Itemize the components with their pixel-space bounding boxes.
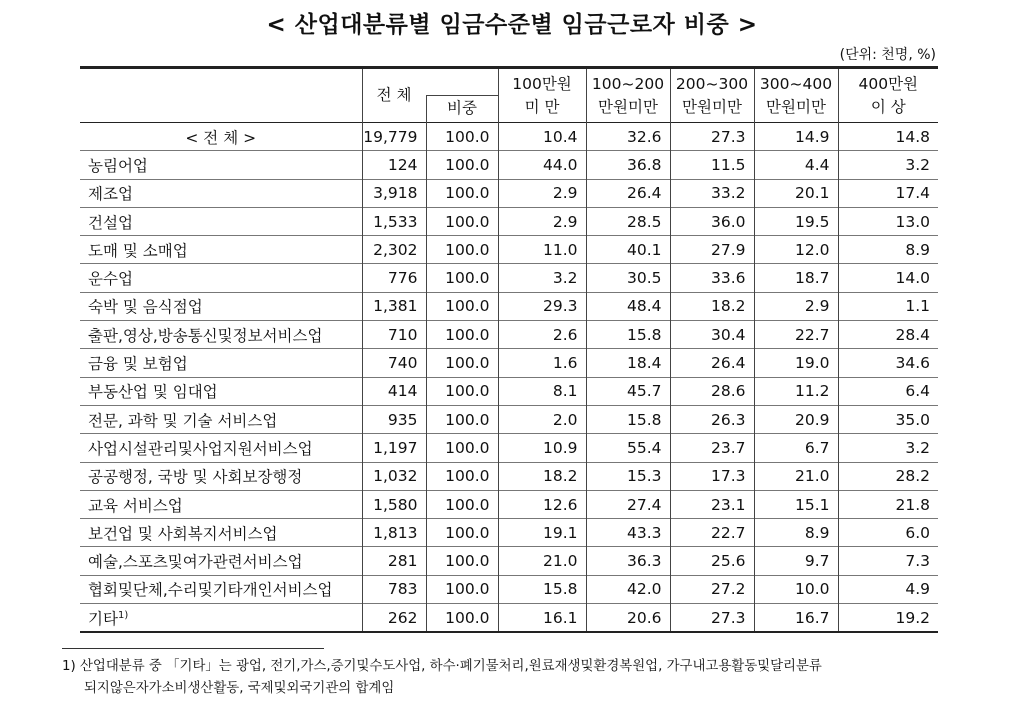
table-row	[80, 207, 938, 235]
cell-c3: 27.3	[670, 604, 754, 633]
cell-c4: 10.0	[754, 575, 838, 603]
cell-c2: 42.0	[586, 575, 670, 603]
cell-c3: 23.7	[670, 434, 754, 462]
header-c2-top: 100~200	[591, 74, 665, 93]
cell-c1: 8.1	[498, 377, 586, 405]
cell-c4: 15.1	[754, 490, 838, 518]
cell-share: 100.0	[426, 604, 498, 633]
cell-c4: 16.7	[754, 604, 838, 633]
table-row	[80, 236, 938, 264]
cell-share: 100.0	[426, 264, 498, 292]
table-row	[80, 462, 938, 490]
cell-share: 100.0	[426, 575, 498, 603]
cell-c2: 15.3	[586, 462, 670, 490]
cell-c1: 15.8	[498, 575, 586, 603]
cell-c3: 22.7	[670, 519, 754, 547]
cell-c2: 40.1	[586, 236, 670, 264]
cell-c5: 14.8	[838, 123, 938, 151]
row-label-text: 농림어업	[88, 156, 148, 175]
row-label	[80, 462, 362, 490]
header-c3-top: 200~300	[675, 74, 749, 93]
table-row	[80, 349, 938, 377]
cell-c5: 35.0	[838, 405, 938, 433]
cell-c5: 8.9	[838, 236, 938, 264]
cell-c1: 10.4	[498, 123, 586, 151]
cell-c5: 34.6	[838, 349, 938, 377]
cell-c3: 27.3	[670, 123, 754, 151]
table-row	[80, 405, 938, 433]
cell-share: 100.0	[426, 490, 498, 518]
cell-share: 100.0	[426, 547, 498, 575]
cell-c4: 2.9	[754, 292, 838, 320]
cell-share: 100.0	[426, 462, 498, 490]
header-c5-bottom: 이 상	[870, 97, 906, 116]
cell-share: 100.0	[426, 292, 498, 320]
cell-total: 124	[362, 151, 426, 179]
row-label-text: 출판,영상,방송통신및정보서비스업	[88, 326, 323, 345]
cell-c5: 19.2	[838, 604, 938, 633]
row-label	[80, 349, 362, 377]
cell-c5: 6.4	[838, 377, 938, 405]
row-label	[80, 236, 362, 264]
cell-c5: 3.2	[838, 434, 938, 462]
table-row	[80, 604, 938, 633]
row-label	[80, 321, 362, 349]
cell-c5: 3.2	[838, 151, 938, 179]
cell-c2: 36.3	[586, 547, 670, 575]
cell-c4: 18.7	[754, 264, 838, 292]
row-label	[80, 151, 362, 179]
cell-c4: 4.4	[754, 151, 838, 179]
table-row	[80, 151, 938, 179]
cell-share: 100.0	[426, 377, 498, 405]
row-label	[80, 434, 362, 462]
row-label	[80, 547, 362, 575]
cell-c2: 43.3	[586, 519, 670, 547]
row-label	[80, 264, 362, 292]
cell-c1: 2.6	[498, 321, 586, 349]
cell-c3: 26.4	[670, 349, 754, 377]
row-label	[80, 123, 362, 151]
row-label	[80, 292, 362, 320]
cell-c5: 28.4	[838, 321, 938, 349]
cell-c1: 2.0	[498, 405, 586, 433]
table-row	[80, 123, 938, 151]
cell-c5: 7.3	[838, 547, 938, 575]
cell-c3: 27.2	[670, 575, 754, 603]
cell-c3: 26.3	[670, 405, 754, 433]
cell-total: 1,580	[362, 490, 426, 518]
cell-total: 1,533	[362, 207, 426, 235]
cell-total: 281	[362, 547, 426, 575]
table-row	[80, 547, 938, 575]
cell-c1: 44.0	[498, 151, 586, 179]
cell-total: 776	[362, 264, 426, 292]
footnote-line-1: 1) 산업대분류 중 「기타」는 광업, 전기,가스,증기및수도사업, 하수·폐기물처리,원료재생및환경복원업, 가구내고용활동및달리분류	[62, 659, 822, 674]
row-label-text: 제조업	[88, 185, 133, 204]
header-share: 비중	[447, 99, 477, 117]
cell-c2: 15.8	[586, 405, 670, 433]
cell-total: 1,381	[362, 292, 426, 320]
cell-c3: 30.4	[670, 321, 754, 349]
cell-c5: 17.4	[838, 179, 938, 207]
cell-c4: 19.0	[754, 349, 838, 377]
cell-c1: 11.0	[498, 236, 586, 264]
cell-share: 100.0	[426, 405, 498, 433]
cell-c2: 20.6	[586, 604, 670, 633]
cell-c2: 36.8	[586, 151, 670, 179]
table-row	[80, 292, 938, 320]
cell-total: 19,779	[362, 123, 426, 151]
cell-c4: 14.9	[754, 123, 838, 151]
cell-c4: 20.1	[754, 179, 838, 207]
row-label-text: 사업시설관리및사업지원서비스업	[88, 439, 313, 458]
header-blank	[80, 69, 362, 96]
cell-share: 100.0	[426, 123, 498, 151]
cell-c2: 26.4	[586, 179, 670, 207]
header-total: 전 체	[376, 86, 412, 104]
cell-c3: 17.3	[670, 462, 754, 490]
footnote-divider	[62, 648, 324, 649]
table-row	[80, 434, 938, 462]
header-c3-bottom: 만원미만	[682, 97, 742, 116]
cell-c2: 30.5	[586, 264, 670, 292]
cell-share: 100.0	[426, 236, 498, 264]
cell-c3: 18.2	[670, 292, 754, 320]
cell-c1: 18.2	[498, 462, 586, 490]
cell-c4: 8.9	[754, 519, 838, 547]
row-label-text: 보건업 및 사회복지서비스업	[88, 524, 278, 543]
cell-c1: 29.3	[498, 292, 586, 320]
page-title: < 산업대분류별 임금수준별 임금근로자 비중 >	[266, 12, 758, 38]
table-row	[80, 321, 938, 349]
row-label	[80, 377, 362, 405]
row-label	[80, 604, 362, 633]
cell-c1: 10.9	[498, 434, 586, 462]
cell-total: 1,197	[362, 434, 426, 462]
cell-c5: 13.0	[838, 207, 938, 235]
cell-c5: 6.0	[838, 519, 938, 547]
cell-c5: 21.8	[838, 490, 938, 518]
cell-c4: 11.2	[754, 377, 838, 405]
cell-c1: 3.2	[498, 264, 586, 292]
cell-total: 262	[362, 604, 426, 633]
cell-total: 783	[362, 575, 426, 603]
cell-c3: 33.6	[670, 264, 754, 292]
unit-label: (단위: 천명, %)	[839, 47, 936, 63]
cell-c2: 15.8	[586, 321, 670, 349]
cell-c4: 21.0	[754, 462, 838, 490]
row-label-text: 전문, 과학 및 기술 서비스업	[88, 411, 278, 430]
cell-c3: 36.0	[670, 207, 754, 235]
row-label-text: 교육 서비스업	[88, 496, 183, 515]
cell-c1: 1.6	[498, 349, 586, 377]
table-row	[80, 490, 938, 518]
table-row	[80, 377, 938, 405]
row-label	[80, 519, 362, 547]
cell-c4: 19.5	[754, 207, 838, 235]
header-c1-top: 100만원	[512, 74, 572, 93]
row-label-text: 운수업	[88, 270, 133, 289]
cell-share: 100.0	[426, 349, 498, 377]
cell-c1: 2.9	[498, 207, 586, 235]
cell-share: 100.0	[426, 519, 498, 547]
cell-c5: 28.2	[838, 462, 938, 490]
cell-total: 414	[362, 377, 426, 405]
cell-c3: 11.5	[670, 151, 754, 179]
row-label-text: 예술,스포츠및여가관련서비스업	[88, 553, 303, 572]
cell-total: 710	[362, 321, 426, 349]
cell-c3: 25.6	[670, 547, 754, 575]
cell-c2: 55.4	[586, 434, 670, 462]
row-label-text: 협회및단체,수리및기타개인서비스업	[88, 581, 333, 600]
row-label-text: 공공행정, 국방 및 사회보장행정	[88, 468, 303, 487]
cell-share: 100.0	[426, 179, 498, 207]
row-label-text: 부동산업 및 임대업	[88, 383, 218, 402]
header-c2-bottom: 만원미만	[598, 97, 658, 116]
cell-c3: 27.9	[670, 236, 754, 264]
cell-c1: 19.1	[498, 519, 586, 547]
table-row	[80, 264, 938, 292]
cell-c2: 32.6	[586, 123, 670, 151]
row-label-text: < 전 체 >	[185, 128, 257, 147]
cell-c4: 12.0	[754, 236, 838, 264]
table-row	[80, 575, 938, 603]
row-label-text: 도매 및 소매업	[88, 241, 188, 260]
footnote-marker: 1)	[117, 609, 129, 621]
row-label	[80, 575, 362, 603]
row-label-text: 금융 및 보험업	[88, 355, 188, 374]
cell-c2: 27.4	[586, 490, 670, 518]
cell-c1: 12.6	[498, 490, 586, 518]
cell-c1: 21.0	[498, 547, 586, 575]
footnote	[62, 656, 962, 700]
row-label-text: 숙박 및 음식점업	[88, 298, 203, 317]
cell-c4: 9.7	[754, 547, 838, 575]
row-label-text: 건설업	[88, 213, 133, 232]
table-row	[80, 179, 938, 207]
cell-share: 100.0	[426, 151, 498, 179]
table-row	[80, 519, 938, 547]
wage-table	[80, 66, 938, 633]
header-c4-bottom: 만원미만	[766, 97, 826, 116]
cell-total: 1,813	[362, 519, 426, 547]
cell-c2: 18.4	[586, 349, 670, 377]
cell-total: 2,302	[362, 236, 426, 264]
cell-c2: 28.5	[586, 207, 670, 235]
header-c1-bottom: 미 만	[524, 97, 560, 116]
cell-c5: 14.0	[838, 264, 938, 292]
cell-share: 100.0	[426, 321, 498, 349]
cell-c4: 6.7	[754, 434, 838, 462]
cell-c1: 2.9	[498, 179, 586, 207]
cell-c2: 48.4	[586, 292, 670, 320]
cell-c3: 23.1	[670, 490, 754, 518]
cell-c4: 20.9	[754, 405, 838, 433]
header-c5-top: 400만원	[858, 74, 919, 93]
cell-c3: 28.6	[670, 377, 754, 405]
row-label	[80, 207, 362, 235]
cell-total: 740	[362, 349, 426, 377]
row-label	[80, 179, 362, 207]
cell-c2: 45.7	[586, 377, 670, 405]
cell-c3: 33.2	[670, 179, 754, 207]
header-c4-top: 300~400	[759, 74, 833, 93]
row-label-text: 기타	[88, 609, 118, 628]
cell-total: 935	[362, 405, 426, 433]
cell-total: 3,918	[362, 179, 426, 207]
cell-c5: 1.1	[838, 292, 938, 320]
cell-c5: 4.9	[838, 575, 938, 603]
cell-c4: 22.7	[754, 321, 838, 349]
cell-total: 1,032	[362, 462, 426, 490]
row-label	[80, 490, 362, 518]
footnote-line-2: 되지않은자가소비생산활동, 국제및외국기관의 합계임	[84, 681, 395, 696]
cell-share: 100.0	[426, 434, 498, 462]
row-label	[80, 405, 362, 433]
cell-c1: 16.1	[498, 604, 586, 633]
cell-share: 100.0	[426, 207, 498, 235]
